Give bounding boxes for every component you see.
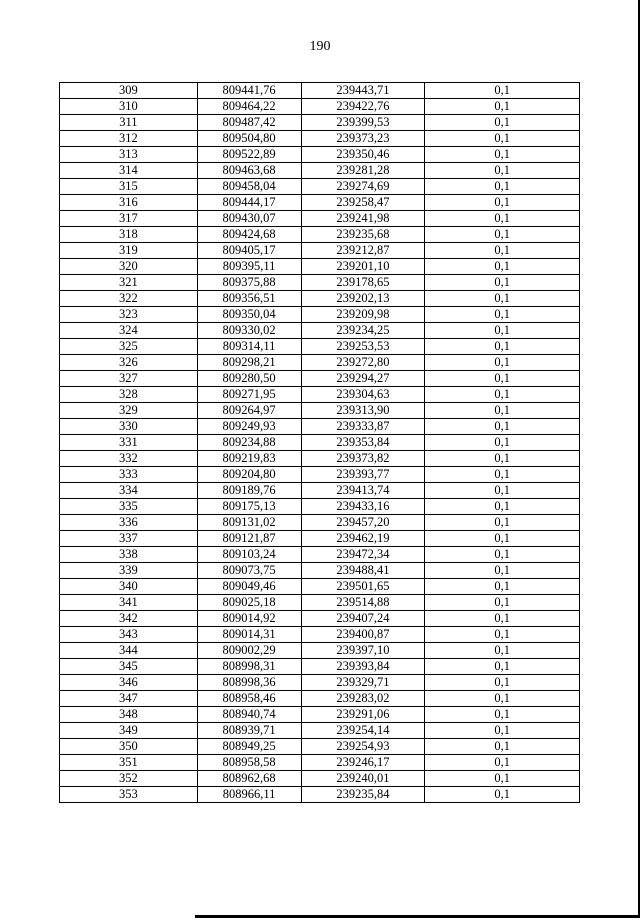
point-number-cell: 337 [60, 531, 198, 547]
point-number-cell: 340 [60, 579, 198, 595]
x-coordinate-cell: 809356,51 [197, 291, 301, 307]
table-row [60, 547, 580, 563]
table-row [60, 419, 580, 435]
tolerance-cell: 0,1 [425, 211, 580, 227]
tolerance-cell: 0,1 [425, 307, 580, 323]
y-coordinate-cell: 239201,10 [301, 259, 425, 275]
table-row [60, 291, 580, 307]
point-number-cell: 311 [60, 115, 198, 131]
table-body [60, 83, 580, 803]
tolerance-cell: 0,1 [425, 483, 580, 499]
point-number-cell: 342 [60, 611, 198, 627]
y-coordinate-cell: 239393,77 [301, 467, 425, 483]
point-number-cell: 350 [60, 739, 198, 755]
x-coordinate-cell: 809264,97 [197, 403, 301, 419]
y-coordinate-cell: 239400,87 [301, 627, 425, 643]
point-number-cell: 348 [60, 707, 198, 723]
point-number-cell: 339 [60, 563, 198, 579]
tolerance-cell: 0,1 [425, 755, 580, 771]
x-coordinate-cell: 809014,92 [197, 611, 301, 627]
point-number-cell: 318 [60, 227, 198, 243]
x-coordinate-cell: 808949,25 [197, 739, 301, 755]
point-number-cell: 343 [60, 627, 198, 643]
point-number-cell: 315 [60, 179, 198, 195]
tolerance-cell: 0,1 [425, 707, 580, 723]
page-number: 190 [309, 39, 331, 54]
x-coordinate-cell: 809121,87 [197, 531, 301, 547]
point-number-cell: 336 [60, 515, 198, 531]
tolerance-cell: 0,1 [425, 339, 580, 355]
y-coordinate-cell: 239234,25 [301, 323, 425, 339]
tolerance-cell: 0,1 [425, 579, 580, 595]
y-coordinate-cell: 239178,65 [301, 275, 425, 291]
point-number-cell: 352 [60, 771, 198, 787]
tolerance-cell: 0,1 [425, 595, 580, 611]
y-coordinate-cell: 239246,17 [301, 755, 425, 771]
y-coordinate-cell: 239253,53 [301, 339, 425, 355]
tolerance-cell: 0,1 [425, 659, 580, 675]
point-number-cell: 321 [60, 275, 198, 291]
table-row [60, 227, 580, 243]
x-coordinate-cell: 809249,93 [197, 419, 301, 435]
point-number-cell: 345 [60, 659, 198, 675]
point-number-cell: 330 [60, 419, 198, 435]
y-coordinate-cell: 239443,71 [301, 83, 425, 99]
point-number-cell: 323 [60, 307, 198, 323]
table-row [60, 771, 580, 787]
point-number-cell: 316 [60, 195, 198, 211]
tolerance-cell: 0,1 [425, 787, 580, 803]
table-row [60, 387, 580, 403]
x-coordinate-cell: 809375,88 [197, 275, 301, 291]
table-row [60, 163, 580, 179]
point-number-cell: 329 [60, 403, 198, 419]
x-coordinate-cell: 809504,80 [197, 131, 301, 147]
table-row [60, 259, 580, 275]
tolerance-cell: 0,1 [425, 355, 580, 371]
y-coordinate-cell: 239393,84 [301, 659, 425, 675]
y-coordinate-cell: 239514,88 [301, 595, 425, 611]
y-coordinate-cell: 239235,68 [301, 227, 425, 243]
y-coordinate-cell: 239413,74 [301, 483, 425, 499]
point-number-cell: 353 [60, 787, 198, 803]
point-number-cell: 331 [60, 435, 198, 451]
y-coordinate-cell: 239283,02 [301, 691, 425, 707]
tolerance-cell: 0,1 [425, 563, 580, 579]
y-coordinate-cell: 239254,14 [301, 723, 425, 739]
y-coordinate-cell: 239209,98 [301, 307, 425, 323]
table-row [60, 275, 580, 291]
x-coordinate-cell: 809234,88 [197, 435, 301, 451]
tolerance-cell: 0,1 [425, 467, 580, 483]
point-number-cell: 341 [60, 595, 198, 611]
y-coordinate-cell: 239350,46 [301, 147, 425, 163]
tolerance-cell: 0,1 [425, 547, 580, 563]
y-coordinate-cell: 239240,01 [301, 771, 425, 787]
y-coordinate-cell: 239333,87 [301, 419, 425, 435]
tolerance-cell: 0,1 [425, 291, 580, 307]
tolerance-cell: 0,1 [425, 723, 580, 739]
tolerance-cell: 0,1 [425, 531, 580, 547]
tolerance-cell: 0,1 [425, 419, 580, 435]
table-row [60, 787, 580, 803]
point-number-cell: 320 [60, 259, 198, 275]
tolerance-cell: 0,1 [425, 739, 580, 755]
tolerance-cell: 0,1 [425, 131, 580, 147]
table-row [60, 211, 580, 227]
point-number-cell: 310 [60, 99, 198, 115]
table-row [60, 483, 580, 499]
table-row [60, 675, 580, 691]
y-coordinate-cell: 239241,98 [301, 211, 425, 227]
point-number-cell: 346 [60, 675, 198, 691]
table-row [60, 99, 580, 115]
x-coordinate-cell: 809189,76 [197, 483, 301, 499]
tolerance-cell: 0,1 [425, 147, 580, 163]
x-coordinate-cell: 809131,02 [197, 515, 301, 531]
y-coordinate-cell: 239399,53 [301, 115, 425, 131]
table-row [60, 499, 580, 515]
point-number-cell: 347 [60, 691, 198, 707]
x-coordinate-cell: 809430,07 [197, 211, 301, 227]
x-coordinate-cell: 809002,29 [197, 643, 301, 659]
table-row [60, 691, 580, 707]
table-row [60, 515, 580, 531]
tolerance-cell: 0,1 [425, 179, 580, 195]
y-coordinate-cell: 239272,80 [301, 355, 425, 371]
x-coordinate-cell: 809395,11 [197, 259, 301, 275]
x-coordinate-cell: 808998,31 [197, 659, 301, 675]
tolerance-cell: 0,1 [425, 499, 580, 515]
x-coordinate-cell: 809014,31 [197, 627, 301, 643]
point-number-cell: 344 [60, 643, 198, 659]
point-number-cell: 326 [60, 355, 198, 371]
point-number-cell: 349 [60, 723, 198, 739]
table-row [60, 355, 580, 371]
tolerance-cell: 0,1 [425, 371, 580, 387]
table-row [60, 83, 580, 99]
tolerance-cell: 0,1 [425, 259, 580, 275]
x-coordinate-cell: 809441,76 [197, 83, 301, 99]
point-number-cell: 333 [60, 467, 198, 483]
tolerance-cell: 0,1 [425, 323, 580, 339]
y-coordinate-cell: 239488,41 [301, 563, 425, 579]
x-coordinate-cell: 808966,11 [197, 787, 301, 803]
point-number-cell: 351 [60, 755, 198, 771]
table-row [60, 627, 580, 643]
tolerance-cell: 0,1 [425, 771, 580, 787]
y-coordinate-cell: 239258,47 [301, 195, 425, 211]
x-coordinate-cell: 809298,21 [197, 355, 301, 371]
x-coordinate-cell: 809458,04 [197, 179, 301, 195]
x-coordinate-cell: 808958,58 [197, 755, 301, 771]
y-coordinate-cell: 239472,34 [301, 547, 425, 563]
table-row [60, 323, 580, 339]
x-coordinate-cell: 808940,74 [197, 707, 301, 723]
table-row [60, 595, 580, 611]
table-row [60, 371, 580, 387]
coordinates-table [59, 82, 580, 803]
tolerance-cell: 0,1 [425, 435, 580, 451]
tolerance-cell: 0,1 [425, 611, 580, 627]
x-coordinate-cell: 809175,13 [197, 499, 301, 515]
tolerance-cell: 0,1 [425, 115, 580, 131]
point-number-cell: 319 [60, 243, 198, 259]
point-number-cell: 328 [60, 387, 198, 403]
table-row [60, 707, 580, 723]
x-coordinate-cell: 809103,24 [197, 547, 301, 563]
tolerance-cell: 0,1 [425, 451, 580, 467]
table-row [60, 659, 580, 675]
x-coordinate-cell: 809487,42 [197, 115, 301, 131]
point-number-cell: 332 [60, 451, 198, 467]
y-coordinate-cell: 239202,13 [301, 291, 425, 307]
point-number-cell: 322 [60, 291, 198, 307]
table-row [60, 611, 580, 627]
y-coordinate-cell: 239212,87 [301, 243, 425, 259]
x-coordinate-cell: 809464,22 [197, 99, 301, 115]
tolerance-cell: 0,1 [425, 627, 580, 643]
y-coordinate-cell: 239373,23 [301, 131, 425, 147]
x-coordinate-cell: 809219,83 [197, 451, 301, 467]
table-row [60, 131, 580, 147]
y-coordinate-cell: 239501,65 [301, 579, 425, 595]
table-row [60, 307, 580, 323]
y-coordinate-cell: 239294,27 [301, 371, 425, 387]
table-row [60, 243, 580, 259]
y-coordinate-cell: 239329,71 [301, 675, 425, 691]
y-coordinate-cell: 239433,16 [301, 499, 425, 515]
x-coordinate-cell: 809463,68 [197, 163, 301, 179]
table-row [60, 339, 580, 355]
table-row [60, 403, 580, 419]
x-coordinate-cell: 809522,89 [197, 147, 301, 163]
point-number-cell: 314 [60, 163, 198, 179]
y-coordinate-cell: 239235,84 [301, 787, 425, 803]
point-number-cell: 335 [60, 499, 198, 515]
table-row [60, 723, 580, 739]
table-row [60, 435, 580, 451]
y-coordinate-cell: 239254,93 [301, 739, 425, 755]
x-coordinate-cell: 809330,02 [197, 323, 301, 339]
table-row [60, 179, 580, 195]
point-number-cell: 313 [60, 147, 198, 163]
tolerance-cell: 0,1 [425, 675, 580, 691]
x-coordinate-cell: 809314,11 [197, 339, 301, 355]
y-coordinate-cell: 239422,76 [301, 99, 425, 115]
x-coordinate-cell: 809049,46 [197, 579, 301, 595]
tolerance-cell: 0,1 [425, 403, 580, 419]
point-number-cell: 312 [60, 131, 198, 147]
x-coordinate-cell: 809405,17 [197, 243, 301, 259]
tolerance-cell: 0,1 [425, 99, 580, 115]
y-coordinate-cell: 239353,84 [301, 435, 425, 451]
table-row [60, 531, 580, 547]
table-row [60, 147, 580, 163]
tolerance-cell: 0,1 [425, 515, 580, 531]
table-row [60, 579, 580, 595]
tolerance-cell: 0,1 [425, 83, 580, 99]
y-coordinate-cell: 239274,69 [301, 179, 425, 195]
y-coordinate-cell: 239304,63 [301, 387, 425, 403]
x-coordinate-cell: 809073,75 [197, 563, 301, 579]
tolerance-cell: 0,1 [425, 387, 580, 403]
y-coordinate-cell: 239457,20 [301, 515, 425, 531]
table-row [60, 195, 580, 211]
x-coordinate-cell: 809025,18 [197, 595, 301, 611]
x-coordinate-cell: 809204,80 [197, 467, 301, 483]
table-row [60, 739, 580, 755]
point-number-cell: 327 [60, 371, 198, 387]
tolerance-cell: 0,1 [425, 227, 580, 243]
tolerance-cell: 0,1 [425, 691, 580, 707]
table-row [60, 467, 580, 483]
tolerance-cell: 0,1 [425, 275, 580, 291]
x-coordinate-cell: 808998,36 [197, 675, 301, 691]
tolerance-cell: 0,1 [425, 643, 580, 659]
y-coordinate-cell: 239281,28 [301, 163, 425, 179]
x-coordinate-cell: 808962,68 [197, 771, 301, 787]
table-row [60, 115, 580, 131]
x-coordinate-cell: 809444,17 [197, 195, 301, 211]
y-coordinate-cell: 239373,82 [301, 451, 425, 467]
table-row [60, 643, 580, 659]
y-coordinate-cell: 239462,19 [301, 531, 425, 547]
tolerance-cell: 0,1 [425, 163, 580, 179]
table-row [60, 451, 580, 467]
tolerance-cell: 0,1 [425, 243, 580, 259]
point-number-cell: 338 [60, 547, 198, 563]
table-row [60, 563, 580, 579]
point-number-cell: 334 [60, 483, 198, 499]
x-coordinate-cell: 809280,50 [197, 371, 301, 387]
point-number-cell: 309 [60, 83, 198, 99]
x-coordinate-cell: 809424,68 [197, 227, 301, 243]
x-coordinate-cell: 808958,46 [197, 691, 301, 707]
x-coordinate-cell: 809271,95 [197, 387, 301, 403]
y-coordinate-cell: 239291,06 [301, 707, 425, 723]
y-coordinate-cell: 239407,24 [301, 611, 425, 627]
y-coordinate-cell: 239313,90 [301, 403, 425, 419]
point-number-cell: 317 [60, 211, 198, 227]
y-coordinate-cell: 239397,10 [301, 643, 425, 659]
tolerance-cell: 0,1 [425, 195, 580, 211]
table-row [60, 755, 580, 771]
point-number-cell: 324 [60, 323, 198, 339]
x-coordinate-cell: 808939,71 [197, 723, 301, 739]
point-number-cell: 325 [60, 339, 198, 355]
x-coordinate-cell: 809350,04 [197, 307, 301, 323]
